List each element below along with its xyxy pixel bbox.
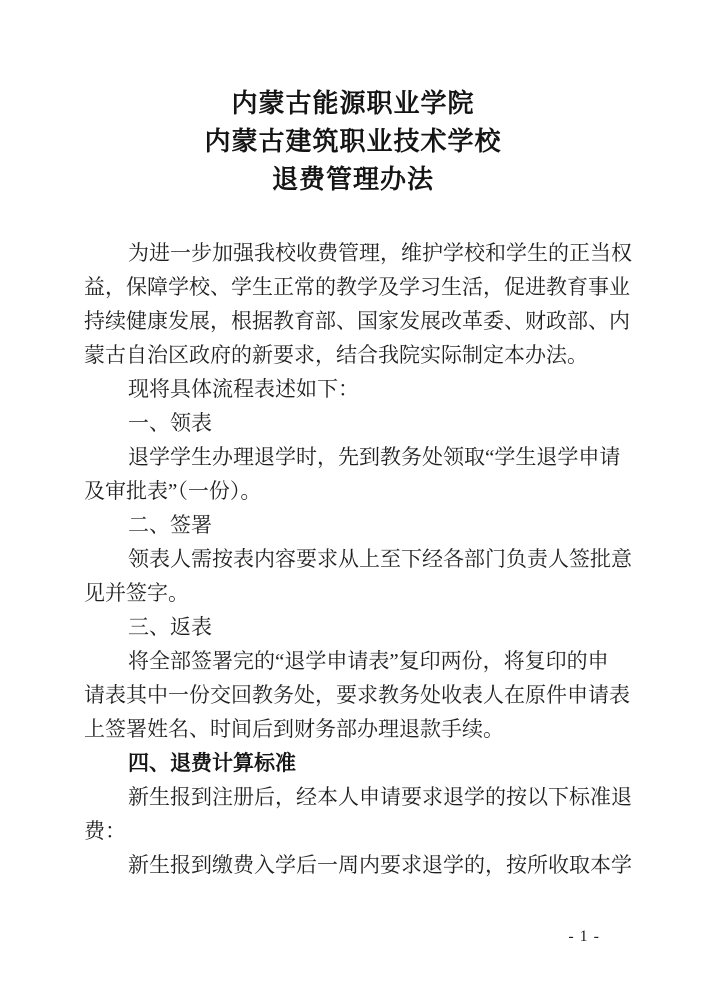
document-title [0, 85, 706, 199]
section-heading-2: 二、签署 [128, 513, 212, 537]
title-line-subject: 退费管理办法 [271, 165, 434, 194]
section-heading-3: 三、返表 [128, 615, 212, 639]
title-line-school-2: 内蒙古建筑职业技术学校 [204, 127, 502, 156]
body-line: 现将具体流程表述如下： [128, 377, 359, 401]
body-line: 将全部签署完的“退学申请表”复印两份，将复印的申 [128, 649, 609, 673]
body-line: 上签署姓名、时间后到财务部办理退款手续。 [84, 717, 504, 741]
body-line: 及审批表”（一份）。 [84, 479, 262, 503]
body-line: 持续健康发展，根据教育部、国家发展改革委、财政部、内 [84, 309, 630, 333]
document-body [84, 236, 630, 882]
body-line: 请表其中一份交回教务处，要求教务处收表人在原件申请表 [84, 683, 630, 707]
body-line: 新生报到缴费入学后一周内要求退学的，按所收取本学 [128, 853, 632, 877]
body-line: 为进一步加强我校收费管理，维护学校和学生的正当权 [128, 241, 632, 265]
section-heading-4: 四、退费计算标准 [128, 751, 296, 775]
body-line: 益，保障学校、学生正常的教学及学习生活，促进教育事业 [84, 275, 630, 299]
page-number: - 1 - [568, 928, 600, 945]
title-line-school-1: 内蒙古能源职业学院 [231, 89, 475, 118]
body-line: 新生报到注册后，经本人申请要求退学的按以下标准退 [128, 785, 632, 809]
body-line: 费： [84, 819, 126, 843]
body-line: 见并签字。 [84, 581, 189, 605]
body-line: 退学学生办理退学时，先到教务处领取“学生退学申请 [128, 445, 621, 469]
section-heading-1: 一、领表 [128, 411, 212, 435]
body-line: 领表人需按表内容要求从上至下经各部门负责人签批意 [128, 547, 632, 571]
body-line: 蒙古自治区政府的新要求，结合我院实际制定本办法。 [84, 343, 588, 367]
